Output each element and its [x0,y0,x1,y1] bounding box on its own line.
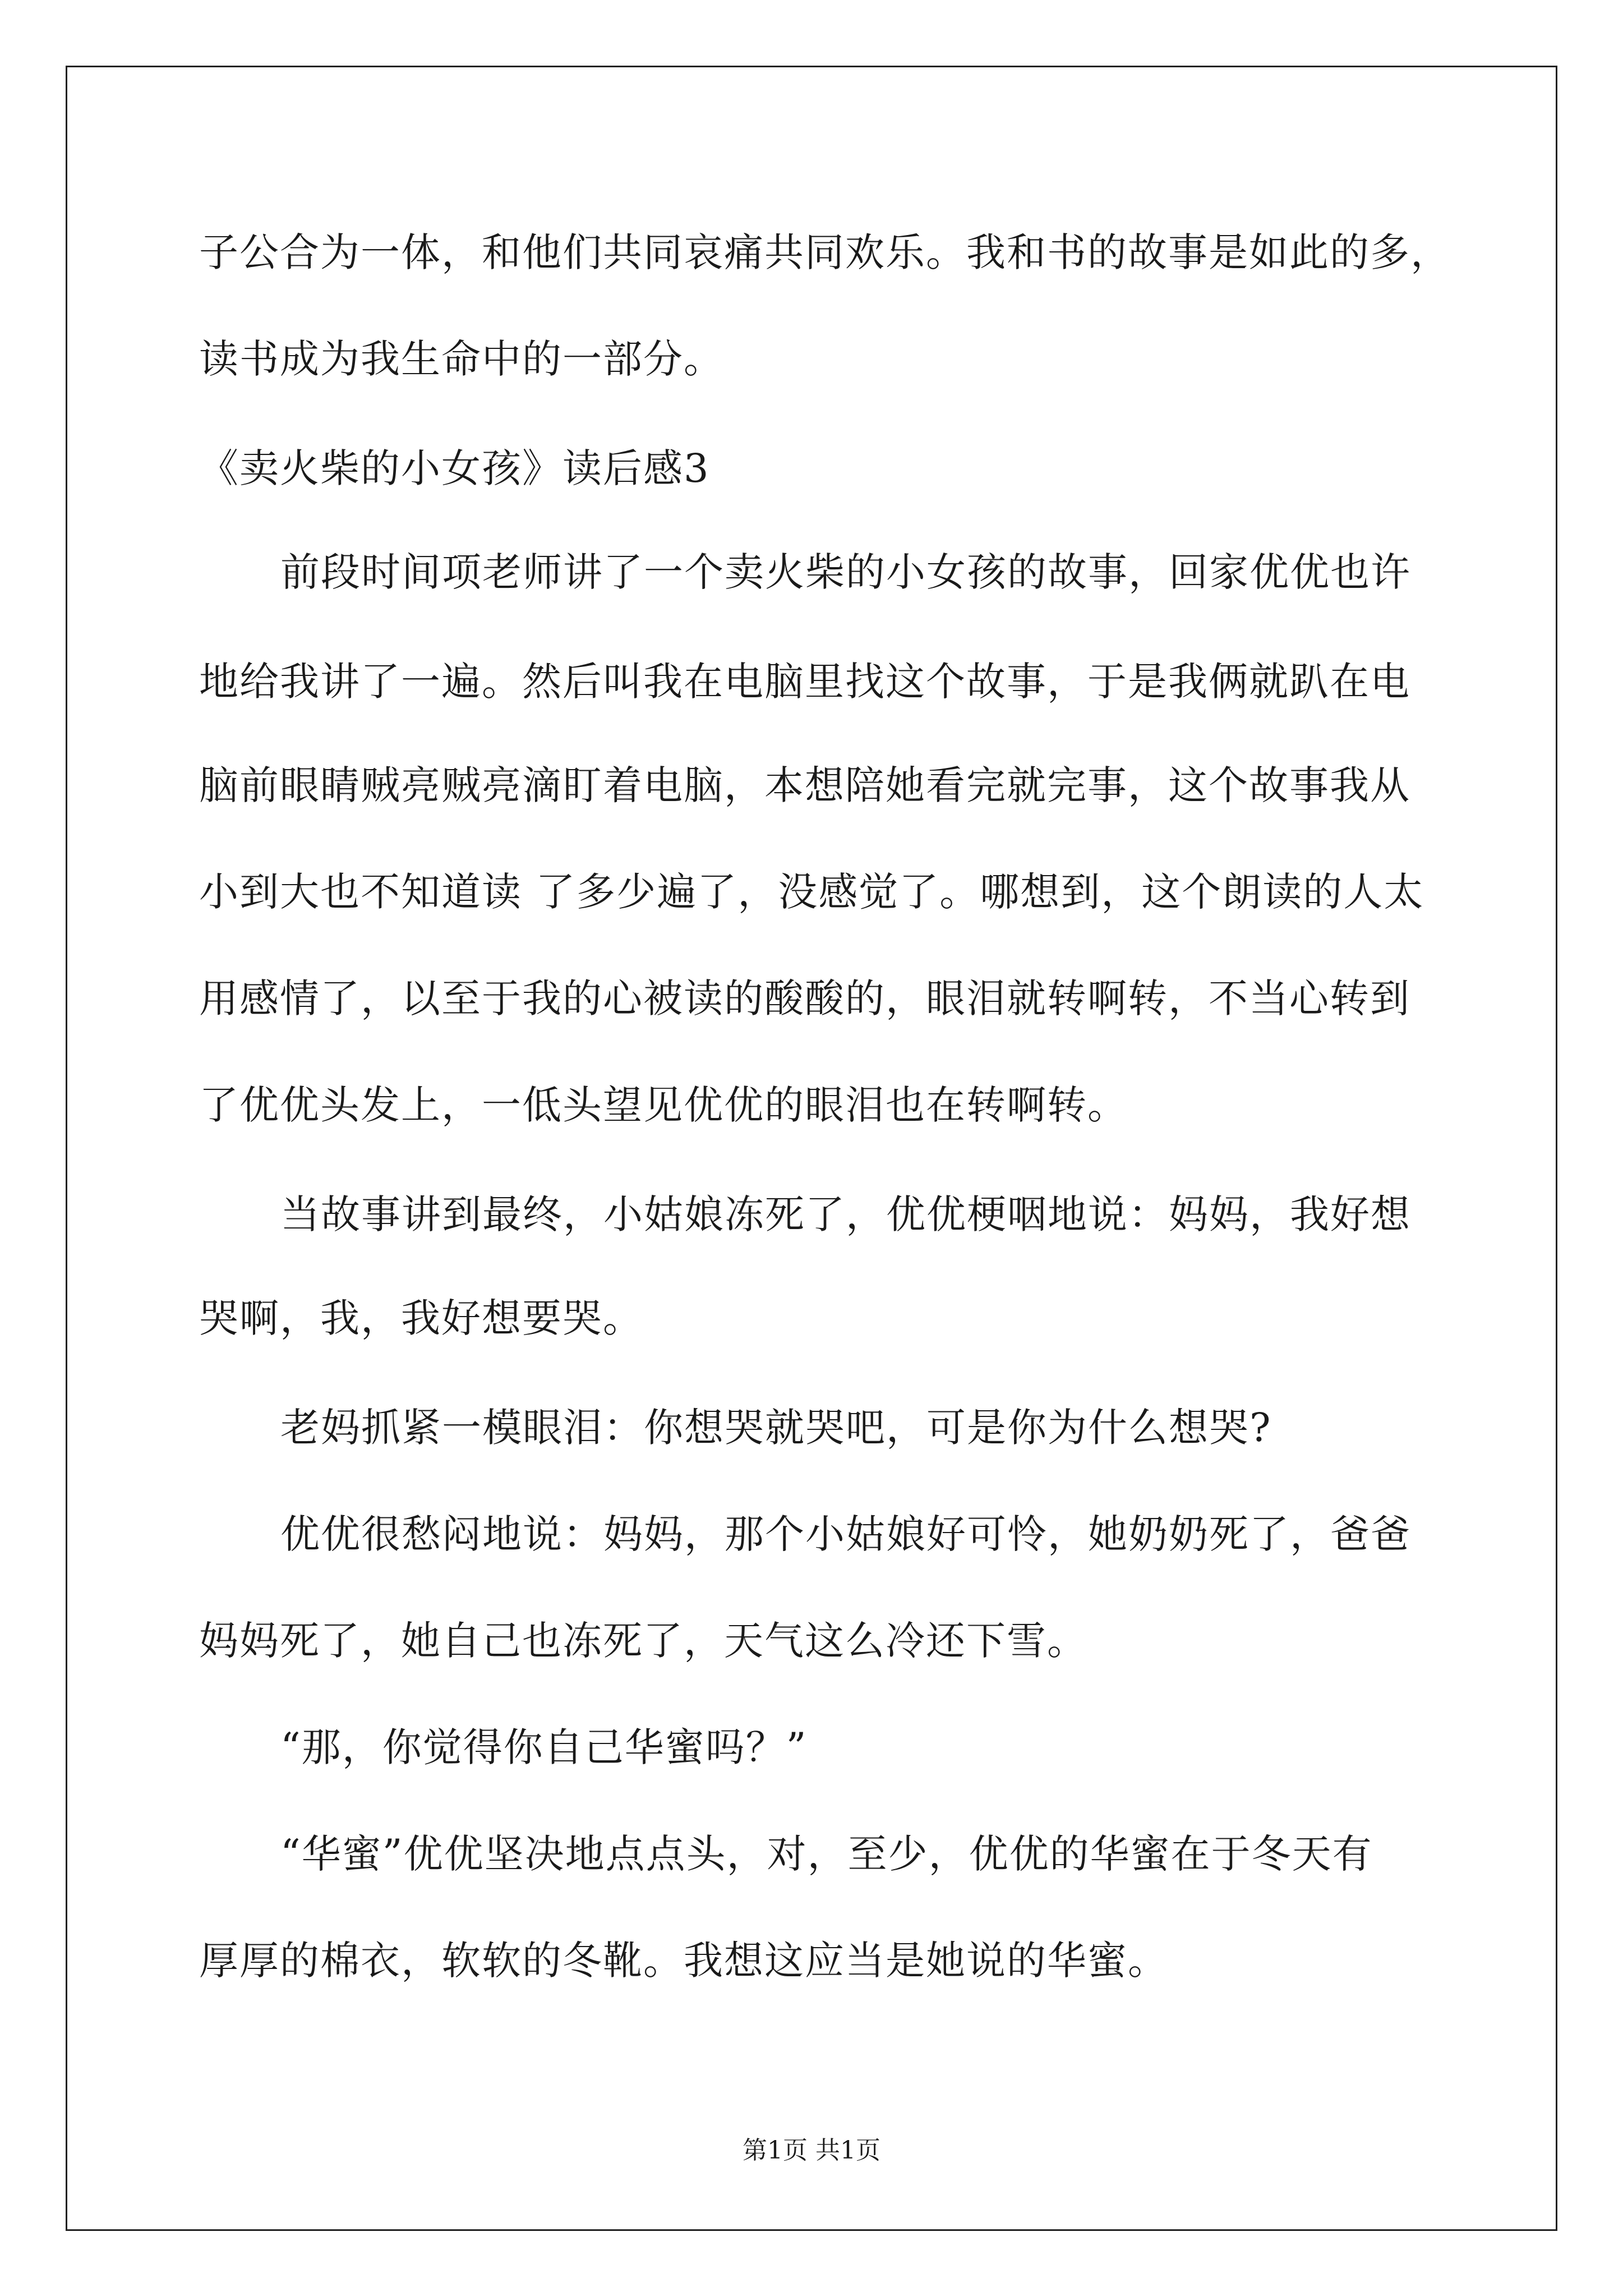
text-line-8: 用感情了，以至于我的心被读的酸酸的，眼泪就转啊转，不当心转到 [199,976,1410,1022]
text-line-6: 脑前眼睛贼亮贼亮滴盯着电脑，本想陪她看完就完事，这个故事我从 [199,762,1410,808]
text-line-17: 厚厚的棉衣，软软的冬靴。我想这应当是她说的华蜜。 [199,1938,1168,1984]
page-border [66,66,1557,2231]
text-line-10: 当故事讲到最终，小姑娘冻死了，优优梗咽地说：妈妈，我好想 [280,1191,1411,1237]
text-line-14: 妈妈死了，她自己也冻死了，天气这么冷还下雪。 [199,1618,1087,1664]
text-line-4: 前段时间项老师讲了一个卖火柴的小女孩的故事，回家优优也许 [280,549,1411,595]
text-line-12: 老妈抓紧一模眼泪：你想哭就哭吧，可是你为什么想哭? [280,1405,1272,1451]
text-line-13: 优优很愁闷地说：妈妈，那个小姑娘好可怜，她奶奶死了，爸爸 [280,1511,1411,1557]
page-footer: 第1页 共1页 [743,2136,880,2165]
text-line-1: 子公合为一体，和他们共同哀痛共同欢乐。我和书的故事是如此的多， [199,229,1451,275]
text-line-11: 哭啊，我，我好想要哭。 [199,1295,643,1341]
text-line-9: 了优优头发上，一低头望见优优的眼泪也在转啊转。 [199,1082,1128,1128]
text-line-5: 地给我讲了一遍。然后叫我在电脑里找这个故事，于是我俩就趴在电 [199,659,1410,705]
section-heading: 《卖火柴的小女孩》读后感3 [199,445,710,491]
text-line-7: 小到大也不知道读 了多少遍了，没感觉了。哪想到，这个朗读的人太 [199,869,1424,915]
text-line-16: “华蜜”优优坚决地点点头，对，至少，优优的华蜜在于冬天有 [280,1831,1373,1877]
text-line-15: “那，你觉得你自己华蜜吗？” [280,1724,808,1770]
text-line-2: 读书成为我生命中的一部分。 [199,336,724,382]
